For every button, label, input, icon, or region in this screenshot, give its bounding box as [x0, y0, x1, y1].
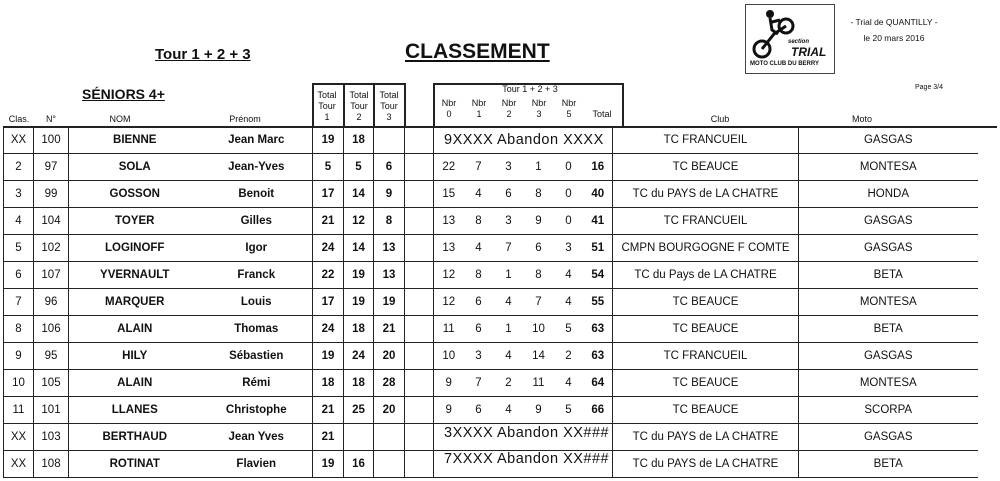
rank: 4 — [4, 208, 34, 235]
total-tour-3: 13 — [374, 262, 405, 289]
nbr-5: 0 — [554, 181, 584, 208]
nbr-5: 5 — [554, 397, 584, 424]
total-tour-1: 21 — [313, 397, 344, 424]
club-name: TC FRANCUEIL — [613, 343, 799, 370]
nbr-1: 4 — [464, 181, 494, 208]
total-tour-3: 9 — [374, 181, 405, 208]
table-row — [4, 181, 978, 208]
moto-brand: BETA — [799, 316, 978, 343]
nbr-0: 11 — [434, 316, 464, 343]
total-tour-1: 17 — [313, 181, 344, 208]
nbr-3: 6 — [524, 235, 554, 262]
table-row — [4, 235, 978, 262]
tour-title: Tour 1 + 2 + 3 — [155, 46, 251, 63]
rank: XX — [4, 127, 34, 154]
rank: 2 — [4, 154, 34, 181]
club-name: TC du Pays de LA CHATRE — [613, 262, 799, 289]
table-row — [4, 316, 978, 343]
total-tour-3: 6 — [374, 154, 405, 181]
total-tour-1: 24 — [313, 316, 344, 343]
moto-brand: MONTESA — [799, 370, 978, 397]
total-tour-2: 12 — [344, 208, 374, 235]
rank: 9 — [4, 343, 34, 370]
nbr-0: 12 — [434, 289, 464, 316]
club-name: TC BEAUCE — [613, 289, 799, 316]
moto-brand: BETA — [799, 451, 978, 478]
nbr-5: 0 — [554, 154, 584, 181]
total-score: 40 — [584, 181, 613, 208]
nbr-2: 4 — [494, 289, 524, 316]
rider-lastname: GOSSON — [69, 181, 201, 208]
rank: 11 — [4, 397, 34, 424]
total-tour-3: 19 — [374, 289, 405, 316]
club-name: TC BEAUCE — [613, 154, 799, 181]
bib-number: 99 — [34, 181, 69, 208]
spacer-cell — [405, 397, 434, 424]
total-tour-1: 19 — [313, 127, 344, 154]
moto-brand: MONTESA — [799, 154, 978, 181]
moto-brand: GASGAS — [799, 235, 978, 262]
total-tour-2: 19 — [344, 262, 374, 289]
bib-number: 108 — [34, 451, 69, 478]
club-name: TC BEAUCE — [613, 316, 799, 343]
bib-number: 107 — [34, 262, 69, 289]
total-score: 64 — [584, 370, 613, 397]
nbr-2: 1 — [494, 316, 524, 343]
rank: XX — [4, 451, 34, 478]
rider-lastname: HILY — [69, 343, 201, 370]
nbr-1: 7 — [464, 154, 494, 181]
total-tour-1: 21 — [313, 424, 344, 451]
club-name: TC du PAYS de LA CHATRE — [613, 451, 799, 478]
logo-trial-text: TRIAL — [791, 45, 827, 59]
total-score: 66 — [584, 397, 613, 424]
trial-rider-icon — [752, 8, 796, 60]
col-total: Total — [592, 109, 612, 119]
total-tour-1: 24 — [313, 235, 344, 262]
nbr-3: 8 — [524, 181, 554, 208]
nbr-2: 1 — [494, 262, 524, 289]
nbr-2: 7 — [494, 235, 524, 262]
nbr-0: 13 — [434, 208, 464, 235]
rank: XX — [4, 424, 34, 451]
col-nom: NOM — [109, 114, 131, 124]
total-tour-2: 14 — [344, 235, 374, 262]
bib-number: 96 — [34, 289, 69, 316]
rider-firstname: Jean-Yves — [201, 154, 313, 181]
total-tour-3 — [374, 424, 405, 451]
bib-number: 104 — [34, 208, 69, 235]
total-score: 41 — [584, 208, 613, 235]
total-tour-2: 24 — [344, 343, 374, 370]
total-tour-3: 21 — [374, 316, 405, 343]
col-num: N° — [45, 114, 57, 124]
nbr-5: 3 — [554, 235, 584, 262]
abandon-overlay: 3XXXX Abandon XX### — [444, 424, 610, 441]
total-tour-2: 14 — [344, 181, 374, 208]
nbr-1: 7 — [464, 370, 494, 397]
nbr-1: 6 — [464, 397, 494, 424]
spacer-cell — [405, 127, 434, 154]
total-score: 63 — [584, 316, 613, 343]
nbr-1: 6 — [464, 289, 494, 316]
moto-brand: GASGAS — [799, 343, 978, 370]
nbr-0: 13 — [434, 235, 464, 262]
total-tour-3: 13 — [374, 235, 405, 262]
col-moto: Moto — [851, 114, 872, 124]
club-name: TC FRANCUEIL — [613, 208, 799, 235]
bib-number: 101 — [34, 397, 69, 424]
rider-lastname: BERTHAUD — [69, 424, 201, 451]
rider-lastname: BIENNE — [69, 127, 201, 154]
moto-brand: HONDA — [799, 181, 978, 208]
total-tour-3: 8 — [374, 208, 405, 235]
bib-number: 95 — [34, 343, 69, 370]
club-logo — [745, 4, 835, 74]
col-club: Club — [710, 114, 730, 124]
spacer-cell — [405, 316, 434, 343]
total-tour-1: 18 — [313, 370, 344, 397]
event-name: - Trial de QUANTILLY - — [850, 17, 938, 27]
nbr-1: 6 — [464, 316, 494, 343]
rider-firstname: Igor — [201, 235, 313, 262]
club-name: TC FRANCUEIL — [613, 127, 799, 154]
rider-firstname: Jean Yves — [201, 424, 313, 451]
nbr-1: 4 — [464, 235, 494, 262]
moto-brand: BETA — [799, 262, 978, 289]
nbr-2: 6 — [494, 181, 524, 208]
nbr-1: 8 — [464, 262, 494, 289]
nbr-3: 9 — [524, 208, 554, 235]
spacer-cell — [405, 289, 434, 316]
moto-brand: SCORPA — [799, 397, 978, 424]
nbr-3: 14 — [524, 343, 554, 370]
spacer-cell — [405, 370, 434, 397]
rank: 3 — [4, 181, 34, 208]
rank: 6 — [4, 262, 34, 289]
table-row — [4, 154, 978, 181]
total-tour-2: 19 — [344, 289, 374, 316]
total-tour-1: 21 — [313, 208, 344, 235]
table-row — [4, 262, 978, 289]
total-tour-1: 5 — [313, 154, 344, 181]
nbr-5: 4 — [554, 289, 584, 316]
col-prenom: Prénom — [229, 114, 261, 124]
total-score: 51 — [584, 235, 613, 262]
total-tour-2: 18 — [344, 127, 374, 154]
logo-club-text: MOTO CLUB DU BERRY — [750, 61, 819, 67]
col-total-tour-2: Total Tour 2 — [349, 90, 369, 122]
nbr-1: 3 — [464, 343, 494, 370]
club-name: TC du PAYS de LA CHATRE — [613, 424, 799, 451]
bib-number: 102 — [34, 235, 69, 262]
spacer-cell — [405, 235, 434, 262]
rider-lastname: SOLA — [69, 154, 201, 181]
nbr-0: 22 — [434, 154, 464, 181]
total-tour-1: 19 — [313, 343, 344, 370]
total-tour-2: 16 — [344, 451, 374, 478]
nbr-5: 4 — [554, 370, 584, 397]
rank: 8 — [4, 316, 34, 343]
spacer-cell — [405, 181, 434, 208]
total-tour-3 — [374, 451, 405, 478]
rider-firstname: Benoit — [201, 181, 313, 208]
nbr-2: 4 — [494, 397, 524, 424]
total-score: 16 — [584, 154, 613, 181]
logo-section-text: section — [788, 39, 810, 45]
rider-firstname: Flavien — [201, 451, 313, 478]
bib-number: 106 — [34, 316, 69, 343]
nbr-3: 10 — [524, 316, 554, 343]
total-tour-3: 28 — [374, 370, 405, 397]
nbr-2: 2 — [494, 370, 524, 397]
event-info — [838, 14, 950, 46]
col-nbr-0: Nbr 0 — [441, 98, 457, 119]
nbr-3: 1 — [524, 154, 554, 181]
nbr-2: 3 — [494, 208, 524, 235]
table-row — [4, 343, 978, 370]
nbr-0: 12 — [434, 262, 464, 289]
total-score: 55 — [584, 289, 613, 316]
col-total-tour-1: Total Tour 1 — [317, 90, 337, 122]
table-row — [4, 397, 978, 424]
nbr-5: 5 — [554, 316, 584, 343]
col-total-tour-3: Total Tour 3 — [379, 90, 399, 122]
club-name: TC BEAUCE — [613, 370, 799, 397]
nbr-0: 10 — [434, 343, 464, 370]
nbr-5: 4 — [554, 262, 584, 289]
rider-lastname: TOYER — [69, 208, 201, 235]
bib-number: 105 — [34, 370, 69, 397]
rider-lastname: ALAIN — [69, 370, 201, 397]
total-tour-1: 22 — [313, 262, 344, 289]
total-tour-2: 25 — [344, 397, 374, 424]
nbr-0: 9 — [434, 397, 464, 424]
category-title: SÉNIORS 4+ — [82, 86, 165, 102]
total-tour-2 — [344, 424, 374, 451]
nbr-2: 4 — [494, 343, 524, 370]
nbr-3: 7 — [524, 289, 554, 316]
bib-number: 97 — [34, 154, 69, 181]
nbr-5: 2 — [554, 343, 584, 370]
nbr-1: 8 — [464, 208, 494, 235]
nbr-0: 15 — [434, 181, 464, 208]
rank: 10 — [4, 370, 34, 397]
total-score: 63 — [584, 343, 613, 370]
bib-number: 103 — [34, 424, 69, 451]
rank: 7 — [4, 289, 34, 316]
nbr-3: 9 — [524, 397, 554, 424]
col-clas: Clas. — [8, 114, 30, 124]
moto-brand: MONTESA — [799, 289, 978, 316]
spacer-cell — [405, 208, 434, 235]
total-tour-3 — [374, 127, 405, 154]
total-tour-2: 5 — [344, 154, 374, 181]
col-nbr-1: Nbr 1 — [471, 98, 487, 119]
bib-number: 100 — [34, 127, 69, 154]
table-row — [4, 289, 978, 316]
rider-firstname: Thomas — [201, 316, 313, 343]
spacer-cell — [405, 262, 434, 289]
total-score: 54 — [584, 262, 613, 289]
nbr-2: 3 — [494, 154, 524, 181]
nbr-5: 0 — [554, 208, 584, 235]
moto-brand: GASGAS — [799, 424, 978, 451]
rider-lastname: LOGINOFF — [69, 235, 201, 262]
rider-lastname: ALAIN — [69, 316, 201, 343]
total-tour-3: 20 — [374, 397, 405, 424]
total-tour-3: 20 — [374, 343, 405, 370]
club-name: CMPN BOURGOGNE F COMTE — [613, 235, 799, 262]
spacer-cell — [405, 451, 434, 478]
rider-firstname: Sébastien — [201, 343, 313, 370]
club-name: TC du PAYS de LA CHATRE — [613, 181, 799, 208]
event-date: le 20 mars 2016 — [863, 33, 925, 43]
col-nbr-3: Nbr 3 — [531, 98, 547, 119]
rider-lastname: YVERNAULT — [69, 262, 201, 289]
spacer-cell — [405, 343, 434, 370]
rider-firstname: Franck — [201, 262, 313, 289]
total-tour-1: 19 — [313, 451, 344, 478]
abandon-overlay: 7XXXX Abandon XX### — [444, 451, 610, 468]
rider-lastname: ROTINAT — [69, 451, 201, 478]
moto-brand: GASGAS — [799, 208, 978, 235]
rider-firstname: Gilles — [201, 208, 313, 235]
nbr-0: 9 — [434, 370, 464, 397]
rider-lastname: LLANES — [69, 397, 201, 424]
page-title: CLASSEMENT — [405, 40, 550, 63]
nbr-3: 11 — [524, 370, 554, 397]
moto-brand: GASGAS — [799, 127, 978, 154]
col-tour-group: Tour 1 + 2 + 3 — [502, 84, 558, 94]
table-row — [4, 208, 978, 235]
abandon-overlay: 9XXXX Abandon XXXX — [444, 132, 604, 148]
rider-firstname: Rémi — [201, 370, 313, 397]
spacer-cell — [405, 154, 434, 181]
spacer-cell — [405, 424, 434, 451]
nbr-3: 8 — [524, 262, 554, 289]
total-tour-2: 18 — [344, 370, 374, 397]
rider-firstname: Christophe — [201, 397, 313, 424]
total-tour-2: 18 — [344, 316, 374, 343]
rider-lastname: MARQUER — [69, 289, 201, 316]
rider-firstname: Louis — [201, 289, 313, 316]
col-nbr-2: Nbr 2 — [501, 98, 517, 119]
rank: 5 — [4, 235, 34, 262]
col-nbr-5: Nbr 5 — [561, 98, 577, 119]
rider-firstname: Jean Marc — [201, 127, 313, 154]
total-tour-1: 17 — [313, 289, 344, 316]
club-name: TC BEAUCE — [613, 397, 799, 424]
table-row — [4, 370, 978, 397]
page-number: Page 3/4 — [915, 84, 944, 91]
